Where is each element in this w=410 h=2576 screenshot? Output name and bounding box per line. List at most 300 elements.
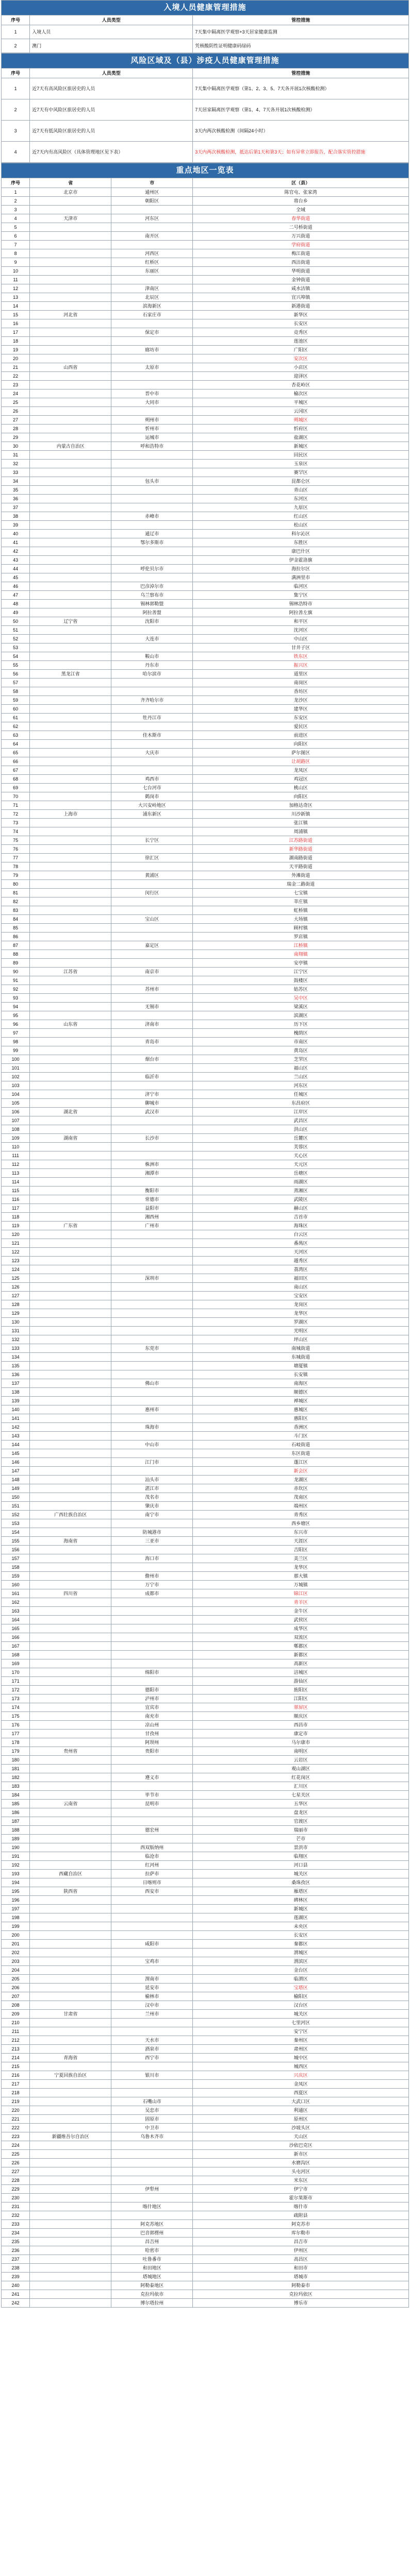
cell-district: 江宁区	[193, 968, 409, 976]
cell-district: 咸水沽镇	[193, 284, 409, 293]
table-row	[2, 1738, 409, 1747]
cell-city	[111, 521, 193, 530]
cell-index: 157	[2, 1554, 30, 1563]
table-row	[2, 1257, 409, 1265]
cell-district: 塘厦镇	[193, 1362, 409, 1370]
table-row	[2, 1765, 409, 1773]
cell-city: 江门市	[111, 1458, 193, 1467]
cell-district: 顺庆区	[193, 1712, 409, 1721]
cell-district: 莲湖区	[193, 1913, 409, 1922]
table-row	[2, 1511, 409, 1519]
cell-province	[30, 2036, 111, 2045]
cell-index: 61	[2, 714, 30, 722]
table-row	[2, 573, 409, 582]
table-row	[2, 1887, 409, 1896]
cell-city: 锡林郭勒盟	[111, 600, 193, 608]
table-row	[2, 1423, 409, 1432]
table-row	[2, 2273, 409, 2281]
cell-district: 长安镇	[193, 1370, 409, 1379]
cell-province	[30, 2290, 111, 2299]
cell-province	[30, 302, 111, 311]
table-row	[2, 1125, 409, 1134]
table-row	[2, 1563, 409, 1572]
cell-province	[30, 1738, 111, 1747]
cell-index: 216	[2, 2071, 30, 2080]
cell-district: 道里区	[193, 670, 409, 679]
cell-district: 未央区	[193, 1922, 409, 1931]
cell-province	[30, 1694, 111, 1703]
cell-province	[30, 556, 111, 565]
cell-district: 蓬江区	[193, 1458, 409, 1467]
cell-index: 132	[2, 1335, 30, 1344]
cell-province	[30, 2062, 111, 2071]
cell-city	[111, 626, 193, 635]
cell-district: 云冈区	[193, 407, 409, 416]
cell-district: 南城街道	[193, 1344, 409, 1353]
cell-district: 汉台区	[193, 2001, 409, 2010]
cell-province: 西藏自治区	[30, 1870, 111, 1878]
cell-district: 南海区	[193, 1379, 409, 1388]
cell-province: 山东省	[30, 1020, 111, 1029]
table-row	[2, 582, 409, 591]
cell-city	[111, 1011, 193, 1020]
cell-index: 182	[2, 1773, 30, 1782]
cell-province	[30, 2150, 111, 2159]
cell-index: 71	[2, 801, 30, 810]
cell-province	[30, 1467, 111, 1476]
cell-city: 遵义市	[111, 1773, 193, 1782]
cell-province	[30, 477, 111, 486]
cell-district: 马尔康市	[193, 1738, 409, 1747]
cell-province	[30, 1975, 111, 1984]
cell-index: 145	[2, 1449, 30, 1458]
cell-province	[30, 1143, 111, 1151]
cell-index: 101	[2, 1064, 30, 1073]
cell-province	[30, 731, 111, 740]
table-row	[2, 1546, 409, 1554]
cell-city	[111, 933, 193, 941]
cell-city	[111, 223, 193, 232]
cell-index: 78	[2, 862, 30, 871]
cell-index: 190	[2, 1843, 30, 1852]
cell-city: 鸡西市	[111, 775, 193, 784]
cell-city	[111, 1765, 193, 1773]
cell-district: 昆都仑区	[193, 477, 409, 486]
cell-city: 佳木斯市	[111, 731, 193, 740]
cell-index: 169	[2, 1659, 30, 1668]
cell-index: 102	[2, 1073, 30, 1081]
cell-city	[111, 819, 193, 827]
cell-province	[30, 740, 111, 749]
cell-district: 槐荫区	[193, 1029, 409, 1038]
cell-province	[30, 1388, 111, 1397]
cell-index: 81	[2, 889, 30, 897]
cell-city	[111, 1327, 193, 1335]
cell-city: 保定市	[111, 328, 193, 337]
cell-index: 165	[2, 1624, 30, 1633]
cell-city: 吴忠市	[111, 2106, 193, 2115]
cell-city: 昆明市	[111, 1800, 193, 1808]
cell-index: 168	[2, 1651, 30, 1659]
cell-district: 全域	[193, 206, 409, 214]
cell-province	[30, 241, 111, 249]
cell-index: 45	[2, 573, 30, 582]
table-row	[2, 1458, 409, 1467]
cell-province	[30, 1292, 111, 1300]
cell-district: 外滩街道	[193, 871, 409, 880]
cell-district: 南明区	[193, 1747, 409, 1756]
cell-city	[111, 1125, 193, 1134]
cell-district: 喀什市	[193, 2202, 409, 2211]
cell-district: 新华路街道	[193, 845, 409, 854]
cell-index: 8	[2, 249, 30, 258]
table-row	[2, 319, 409, 328]
cell-index: 27	[2, 416, 30, 425]
cell-province	[30, 1642, 111, 1651]
cell-index: 230	[2, 2194, 30, 2202]
cell-index: 75	[2, 836, 30, 845]
cell-district: 甘井子区	[193, 643, 409, 652]
table-row	[2, 880, 409, 889]
table-row	[2, 1677, 409, 1686]
cell-index: 88	[2, 950, 30, 959]
cell-district: 临渭区	[193, 1975, 409, 1984]
cell-city: 朔州市	[111, 416, 193, 425]
cell-index: 188	[2, 1826, 30, 1835]
cell-district: 七宝镇	[193, 889, 409, 897]
cell-province	[30, 293, 111, 302]
cell-province	[30, 249, 111, 258]
cell-province: 湖南省	[30, 1134, 111, 1143]
cell-city	[111, 1300, 193, 1309]
cell-province	[30, 1370, 111, 1379]
cell-district: 赫山区	[193, 1204, 409, 1213]
cell-city: 中卫市	[111, 2124, 193, 2132]
cell-district: 广阳区	[193, 346, 409, 354]
table-row	[2, 626, 409, 635]
table-row	[2, 142, 409, 163]
table-row	[2, 1195, 409, 1204]
cell-index: 49	[2, 608, 30, 617]
cell-city: 儋州市	[111, 1572, 193, 1581]
cell-province	[30, 328, 111, 337]
table-row	[2, 1747, 409, 1756]
cell-city: 宝鸡市	[111, 1957, 193, 1966]
table-row	[2, 1686, 409, 1694]
cell-province	[30, 1248, 111, 1257]
table-row	[2, 1808, 409, 1817]
cell-city	[111, 740, 193, 749]
cell-index: 100	[2, 1055, 30, 1064]
cell-index: 80	[2, 880, 30, 889]
cell-province	[30, 2264, 111, 2273]
cell-province	[30, 1405, 111, 1414]
cell-index: 177	[2, 1730, 30, 1738]
cell-index: 106	[2, 1108, 30, 1116]
cell-city: 徐汇区	[111, 854, 193, 862]
table-row	[2, 1721, 409, 1730]
table-row	[2, 1003, 409, 1011]
cell-index: 196	[2, 1896, 30, 1905]
table-row	[2, 810, 409, 819]
cell-city: 南充市	[111, 1712, 193, 1721]
cell-index: 89	[2, 959, 30, 968]
cell-index: 207	[2, 1992, 30, 2001]
table-row	[2, 1782, 409, 1791]
cell-index: 19	[2, 346, 30, 354]
table-row	[2, 985, 409, 994]
cell-district: 伊宁市	[193, 2185, 409, 2194]
cell-district: 双流区	[193, 1633, 409, 1642]
cell-city: 南京市	[111, 968, 193, 976]
cell-province	[30, 372, 111, 381]
cell-district: 市南区	[193, 1038, 409, 1046]
table-row	[2, 1668, 409, 1677]
cell-district: 西沽街道	[193, 258, 409, 267]
cell-city: 深圳市	[111, 1274, 193, 1283]
cell-district: 塔城市	[193, 2273, 409, 2281]
cell-index: 4	[2, 214, 30, 223]
cell-city	[111, 2027, 193, 2036]
cell-index: 139	[2, 1397, 30, 1405]
cell-district: 沙依巴克区	[193, 2141, 409, 2150]
cell-province	[30, 1064, 111, 1073]
cell-province: 宁夏回族自治区	[30, 2071, 111, 2080]
cell-district: 洪山区	[193, 1125, 409, 1134]
table-row	[2, 276, 409, 284]
cell-index: 143	[2, 1432, 30, 1440]
cell-province	[30, 1151, 111, 1160]
cell-city: 银川市	[111, 2071, 193, 2080]
table-row	[2, 1090, 409, 1099]
cell-city	[111, 1607, 193, 1616]
table-row	[2, 827, 409, 836]
cell-district: 景洪市	[193, 1843, 409, 1852]
cell-city: 吐鲁番市	[111, 2255, 193, 2264]
cell-city	[111, 1397, 193, 1405]
cell-province	[30, 1931, 111, 1940]
cell-index: 64	[2, 740, 30, 749]
cell-province	[30, 1055, 111, 1064]
cell-province	[30, 1948, 111, 1957]
table-row	[2, 889, 409, 897]
cell-province	[30, 941, 111, 950]
cell-district: 岳麓区	[193, 1134, 409, 1143]
cell-index: 60	[2, 705, 30, 714]
table-row	[2, 1878, 409, 1887]
table-row	[2, 2255, 409, 2264]
cell-district: 荔湾区	[193, 1265, 409, 1274]
table-row	[2, 2089, 409, 2097]
cell-district: 龙华区	[193, 1563, 409, 1572]
table-row	[2, 2167, 409, 2176]
table-row	[2, 1843, 409, 1852]
table-row	[2, 1300, 409, 1309]
cell-index: 22	[2, 372, 30, 381]
cell-city	[111, 679, 193, 687]
cell-district: 东昌府区	[193, 1099, 409, 1108]
cell-province	[30, 1257, 111, 1265]
cell-city	[111, 1659, 193, 1668]
cell-province	[30, 1318, 111, 1327]
cell-district: 惠城区	[193, 1405, 409, 1414]
cell-index: 10	[2, 267, 30, 276]
risk-table	[1, 68, 409, 163]
cell-district: 龙凤区	[193, 766, 409, 775]
cell-index: 83	[2, 906, 30, 915]
section-title-risk: 风险区域及（县）涉疫人员健康管理措施	[1, 53, 409, 68]
cell-city: 乌鲁木齐市	[111, 2132, 193, 2141]
cell-city	[111, 1519, 193, 1528]
table-row	[2, 267, 409, 276]
cell-district: 滨湖区	[193, 1011, 409, 1020]
cell-district: 江苏路街道	[193, 836, 409, 845]
cell-index: 153	[2, 1519, 30, 1528]
cell-index: 159	[2, 1572, 30, 1581]
cell-index: 76	[2, 845, 30, 854]
table-row	[2, 2176, 409, 2185]
cell-city	[111, 1265, 193, 1274]
table-row	[2, 1239, 409, 1248]
cell-district: 芙蓉区	[193, 1143, 409, 1151]
cell-province	[30, 1432, 111, 1440]
cell-province	[30, 871, 111, 880]
cell-city	[111, 407, 193, 416]
cell-province	[30, 2089, 111, 2097]
cell-district: 江岸区	[193, 1108, 409, 1116]
cell-province	[30, 836, 111, 845]
cell-city	[111, 381, 193, 389]
table-row	[2, 121, 409, 142]
cell-city: 苏州市	[111, 985, 193, 994]
cell-city: 阿勒泰地区	[111, 2281, 193, 2290]
cell-province	[30, 1493, 111, 1502]
cell-province: 广西壮族自治区	[30, 1511, 111, 1519]
cell-index: 202	[2, 1948, 30, 1957]
cell-city: 衡阳市	[111, 1187, 193, 1195]
table-row	[2, 968, 409, 976]
cell-province	[30, 1607, 111, 1616]
cell-measure: 7天集中隔离医学观察+3天居家健康监测	[193, 25, 409, 39]
cell-city: 长宁区	[111, 836, 193, 845]
table-row	[2, 661, 409, 670]
cell-district: 武陵区	[193, 1195, 409, 1204]
cell-index: 70	[2, 792, 30, 801]
table-row	[2, 1984, 409, 1992]
table-row	[2, 819, 409, 827]
cell-city: 东莞市	[111, 1344, 193, 1353]
cell-index: 209	[2, 2010, 30, 2019]
cell-city	[111, 1081, 193, 1090]
table-row	[2, 1633, 409, 1642]
cell-city: 浦东新区	[111, 810, 193, 819]
cell-province	[30, 1598, 111, 1607]
cell-province	[30, 1213, 111, 1222]
cell-index: 224	[2, 2141, 30, 2150]
cell-province	[30, 994, 111, 1003]
cell-province: 贵州省	[30, 1747, 111, 1756]
table-row	[2, 1449, 409, 1458]
table-row	[2, 1370, 409, 1379]
cell-index: 44	[2, 565, 30, 573]
table-row	[2, 39, 409, 53]
cell-index: 233	[2, 2220, 30, 2229]
cell-city	[111, 1151, 193, 1160]
cell-city	[111, 1616, 193, 1624]
cell-index: 53	[2, 643, 30, 652]
table-row	[2, 1870, 409, 1878]
cell-district: 吉阳区	[193, 1546, 409, 1554]
table-row	[2, 740, 409, 749]
cell-province	[30, 635, 111, 643]
cell-index: 50	[2, 617, 30, 626]
cell-province	[30, 389, 111, 398]
cell-district: 榆次区	[193, 389, 409, 398]
cell-province	[30, 197, 111, 206]
cell-index: 191	[2, 1852, 30, 1861]
table-row	[2, 1151, 409, 1160]
cell-district: 前进区	[193, 731, 409, 740]
cell-city	[111, 2062, 193, 2071]
cell-city: 湘潭市	[111, 1169, 193, 1178]
cell-city: 廊坊市	[111, 346, 193, 354]
cell-city: 阿坝州	[111, 1738, 193, 1747]
table-row	[2, 1248, 409, 1257]
table-row	[2, 731, 409, 740]
table-row	[2, 2132, 409, 2141]
cell-province	[30, 906, 111, 915]
cell-district: 游仙区	[193, 1677, 409, 1686]
cell-city	[111, 1230, 193, 1239]
cell-district: 迎泽区	[193, 372, 409, 381]
cell-city: 咸阳市	[111, 1940, 193, 1948]
cell-province	[30, 1843, 111, 1852]
cell-city: 哈密市	[111, 2246, 193, 2255]
cell-index: 185	[2, 1800, 30, 1808]
table-row	[2, 407, 409, 416]
cell-district: 新都区	[193, 1651, 409, 1659]
table-row	[2, 241, 409, 249]
cell-district: 赛罕区	[193, 468, 409, 477]
cell-province	[30, 792, 111, 801]
table-row	[2, 1274, 409, 1283]
table-row	[2, 2220, 409, 2229]
cell-city: 齐齐哈尔市	[111, 696, 193, 705]
cell-province	[30, 1773, 111, 1782]
cell-province	[30, 2124, 111, 2132]
cell-city: 肇庆市	[111, 1502, 193, 1511]
table-row	[2, 871, 409, 880]
table-row	[2, 1642, 409, 1651]
table-row	[2, 1029, 409, 1038]
cell-province: 陕西省	[30, 1887, 111, 1896]
cell-index: 172	[2, 1686, 30, 1694]
cell-district: 南岗区	[193, 679, 409, 687]
cell-province	[30, 1966, 111, 1975]
cell-city: 鹤岗市	[111, 792, 193, 801]
cell-district: 成华区	[193, 1624, 409, 1633]
table-row	[2, 372, 409, 381]
cell-district: 万城镇	[193, 1581, 409, 1589]
cell-province	[30, 1379, 111, 1388]
cell-province	[30, 1353, 111, 1362]
cell-city: 赤峰市	[111, 512, 193, 521]
cell-index: 206	[2, 1984, 30, 1992]
cell-index: 222	[2, 2124, 30, 2132]
cell-index: 117	[2, 1204, 30, 1213]
cell-district: 翠屏区	[193, 1703, 409, 1712]
table-row	[2, 538, 409, 547]
